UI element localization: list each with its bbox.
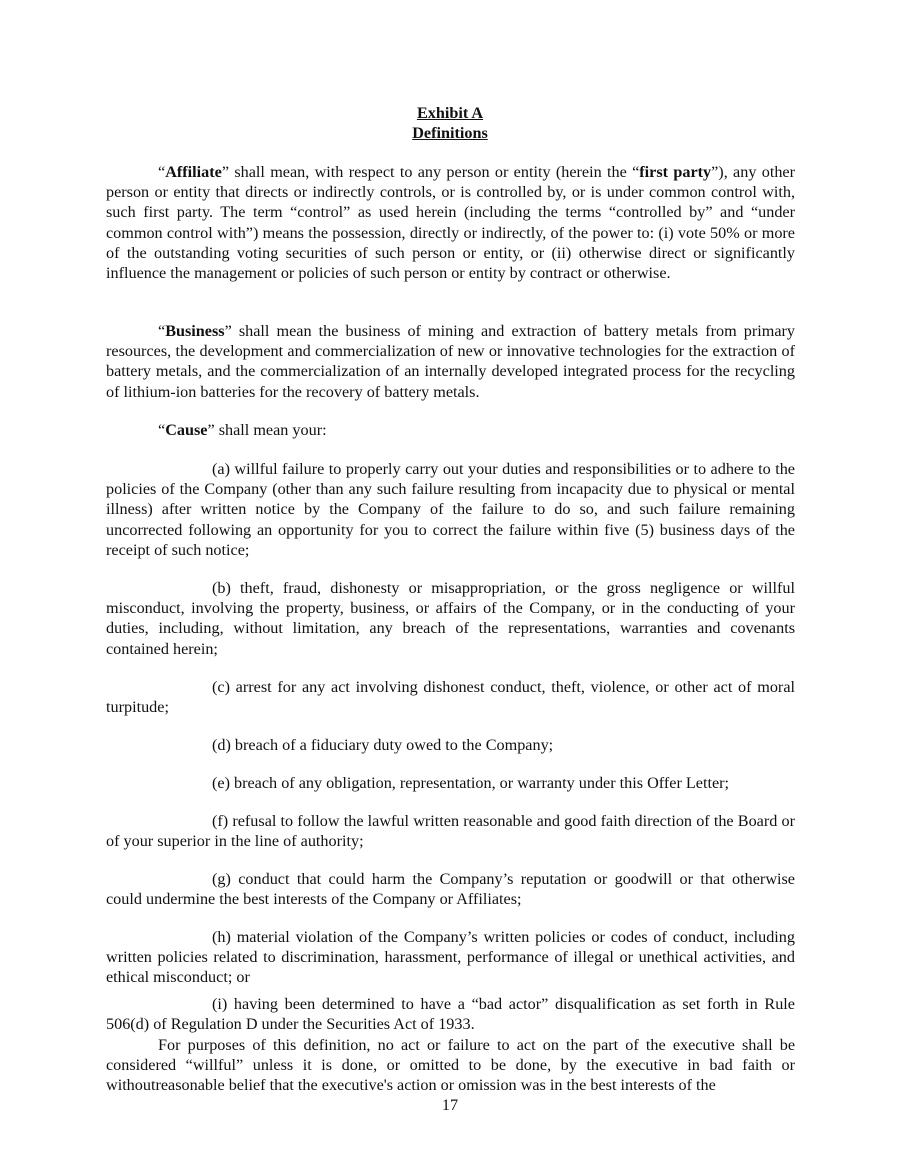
first-party-term: first party (639, 163, 712, 181)
cause-definition: “Cause” shall mean your: (158, 421, 327, 439)
cause-item-a: (a) willful failure to properly carry out your duties and responsibilities or to adhere to the policies of the Company (other than any such failure resulting from incapacity due to physical or mental illness) after written notice by the Company of the failure to do so, and such failure remaining uncorrected following an opportunity for you to correct the failure within five (5) business days of the receipt of such notice; (106, 460, 795, 559)
cause-item-c: (c) arrest for any act involving dishonest conduct, theft, violence, or other act of moral turpitude; (106, 678, 795, 717)
cause-item-b: (b) theft, fraud, dishonesty or misappropriation, or the gross negligence or willful misconduct, involving the property, business, or affairs of the Company, or in the conducting of your duties, including, without limitation, any breach of the representations, warranties and covenants contained herein; (106, 579, 795, 658)
exhibit-title: Exhibit A (416, 104, 484, 122)
cause-item-h: (h) material violation of the Company’s written policies or codes of conduct, including written policies related to discrimination, harassment, performance of illegal or unethical activities, and ethical misconduct; or (106, 928, 795, 987)
cause-item-g: (g) conduct that could harm the Company’s reputation or goodwill or that otherwise could undermine the best interests of the Company or Affiliates; (106, 870, 795, 909)
cause-item-d: (d) breach of a fiduciary duty owed to the Company; (212, 736, 554, 754)
business-term: Business (165, 322, 225, 340)
business-definition: “Business” shall mean the business of mining and extraction of battery metals from primary resources, the development and commercialization of new or innovative technologies for the extraction of battery metals, and the commercialization of an internally developed integrated process for the recycling of lithium-ion batteries for the recovery of battery metals. (106, 322, 795, 401)
page-number: 17 (441, 1096, 459, 1114)
cause-item-e: (e) breach of any obligation, representation, or warranty under this Offer Letter; (212, 774, 730, 792)
cause-closing-paragraph: For purposes of this definition, no act or failure to act on the part of the executive shall be considered “willful” unless it is done, or omitted to be done, by the executive in bad faith or withoutreasonable belief that the executive's action or omission was in the best interests of the (106, 1036, 795, 1095)
definitions-heading: Definitions (412, 124, 488, 142)
affiliate-term: Affiliate (165, 163, 222, 181)
cause-item-f: (f) refusal to follow the lawful written reasonable and good faith direction of the Board or of your superior in the line of authority; (106, 812, 795, 851)
cause-term: Cause (165, 421, 208, 439)
affiliate-definition: “Affiliate” shall mean, with respect to any person or entity (herein the “first party”), any other person or entity that directs or indirectly controls, or is controlled by, or is under common control with, such first party. The term “control” as used herein (including the terms “controlled by” and “under common control with”) means the possession, directly or indirectly, of the power to: (i) vote 50% or more of the outstanding voting securities of such person or entity, or (ii) otherwise direct or significantly influence the management or policies of such person or entity by contract or otherwise. (106, 163, 795, 283)
cause-item-i: (i) having been determined to have a “bad actor” disqualification as set forth in Rule 506(d) of Regulation D under the Securities Act of 1933. (106, 995, 795, 1034)
